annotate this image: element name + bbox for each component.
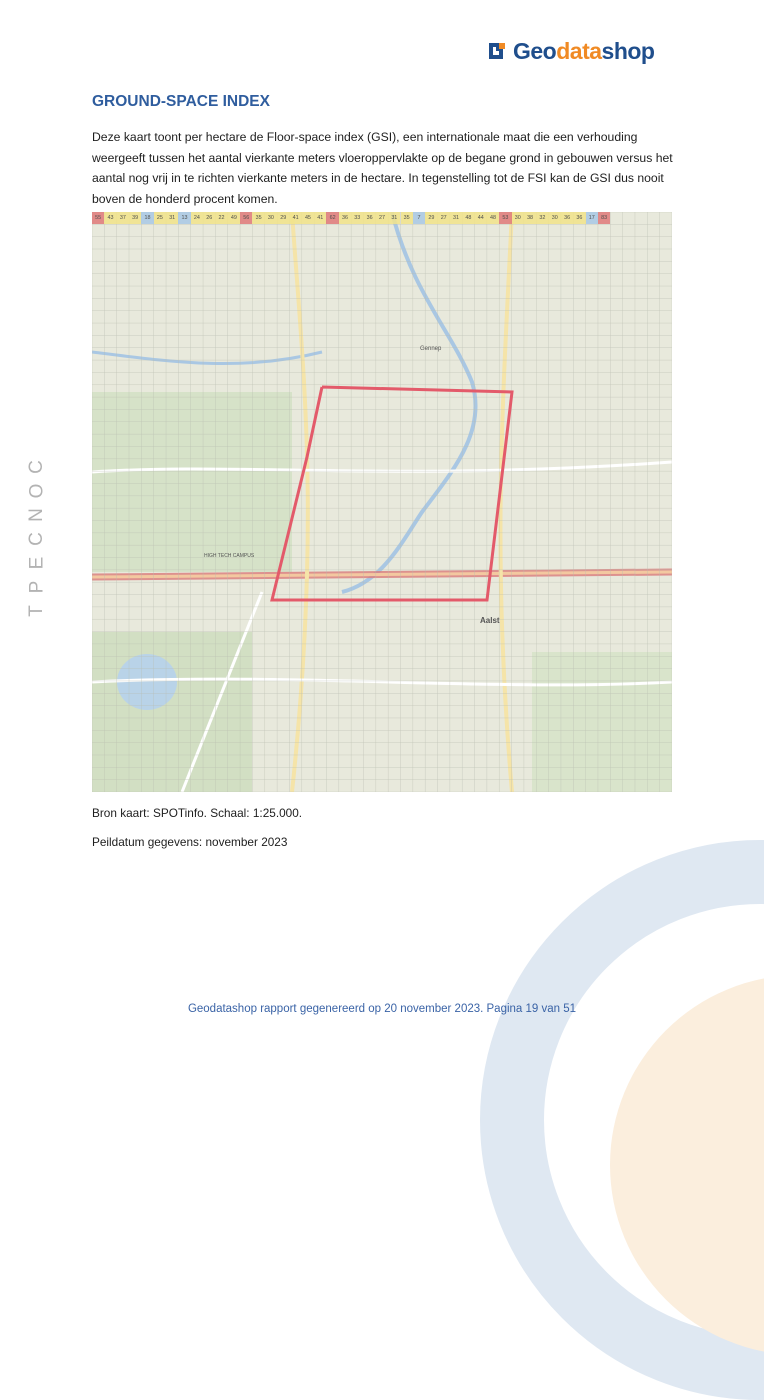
gsi-cell: 53 [499,212,511,224]
gsi-cell: 37 [117,212,129,224]
gsi-cell: 44 [475,212,487,224]
gsi-cell: 56 [240,212,252,224]
gsi-cell: 30 [512,212,524,224]
section-description: Deze kaart toont per hectare de Floor-space index (GSI), een internationale maat die een verhouding weergeeft tussen het aantal vierkante meters vloeroppervlakte op de begane grond in gebouwen versus het aantal nog vrij in te richten vierkante meters in de hectare. In tegenstelling tot de FSI kan de GSI dus nooit boven de honderd procent komen. [92,130,673,206]
gsi-cell: 45 [302,212,314,224]
gsi-cell: 36 [363,212,375,224]
place-label-campus: HIGH TECH CAMPUS [204,553,255,559]
reference-date: Peildatum gegevens: november 2023 [92,835,288,849]
gsi-cell: 36 [573,212,585,224]
gsi-cell: 62 [326,212,338,224]
place-label-aalst: Aalst [480,616,500,625]
gsi-map [92,212,672,792]
gsi-cell: 35 [401,212,413,224]
gsi-cell: 29 [277,212,289,224]
gsi-cell: 48 [462,212,474,224]
gsi-cell: 41 [289,212,301,224]
brand-name: Geodatashop [513,37,655,64]
gsi-cell: 30 [549,212,561,224]
gsi-cell: 39 [129,212,141,224]
gsi-cell: 7 [413,212,425,224]
gsi-cell: 36 [561,212,573,224]
gsi-cell: 17 [586,212,598,224]
gsi-cell: 24 [191,212,203,224]
place-label-gennep: Gennep [420,346,442,352]
gsi-cell: 26 [203,212,215,224]
gsi-cell: 48 [487,212,499,224]
gsi-cell: 29 [425,212,437,224]
gsi-cell: 22 [215,212,227,224]
gsi-cell: 38 [524,212,536,224]
gsi-cell: 33 [351,212,363,224]
page-footer: Geodatashop rapport gegenereerd op 20 november 2023. Pagina 19 van 51 [187,1003,577,1015]
gsi-cell: 83 [598,212,610,224]
gsi-cell: 49 [228,212,240,224]
map-source: Bron kaart: SPOTinfo. Schaal: 1:25.000. [92,806,303,820]
gsi-cell: 31 [388,212,400,224]
map-base [92,212,672,792]
geodatashop-logo-icon [486,40,508,62]
gsi-cell: 41 [314,212,326,224]
concept-watermark: C O N C E P T [25,460,47,617]
gsi-cell: 25 [154,212,166,224]
brand-logo [486,36,654,66]
section-title: GROUND-SPACE INDEX [92,93,270,110]
gsi-cell: 31 [450,212,462,224]
gsi-cell: 30 [265,212,277,224]
gsi-cell: 27 [438,212,450,224]
gsi-cell: 27 [376,212,388,224]
gsi-cell: 31 [166,212,178,224]
gsi-cell: 43 [104,212,116,224]
gsi-cell: 32 [536,212,548,224]
gsi-cell: 18 [141,212,153,224]
gsi-cell: 13 [178,212,190,224]
gsi-cell: 35 [252,212,264,224]
gsi-cell: 36 [339,212,351,224]
gsi-cell: 55 [92,212,104,224]
